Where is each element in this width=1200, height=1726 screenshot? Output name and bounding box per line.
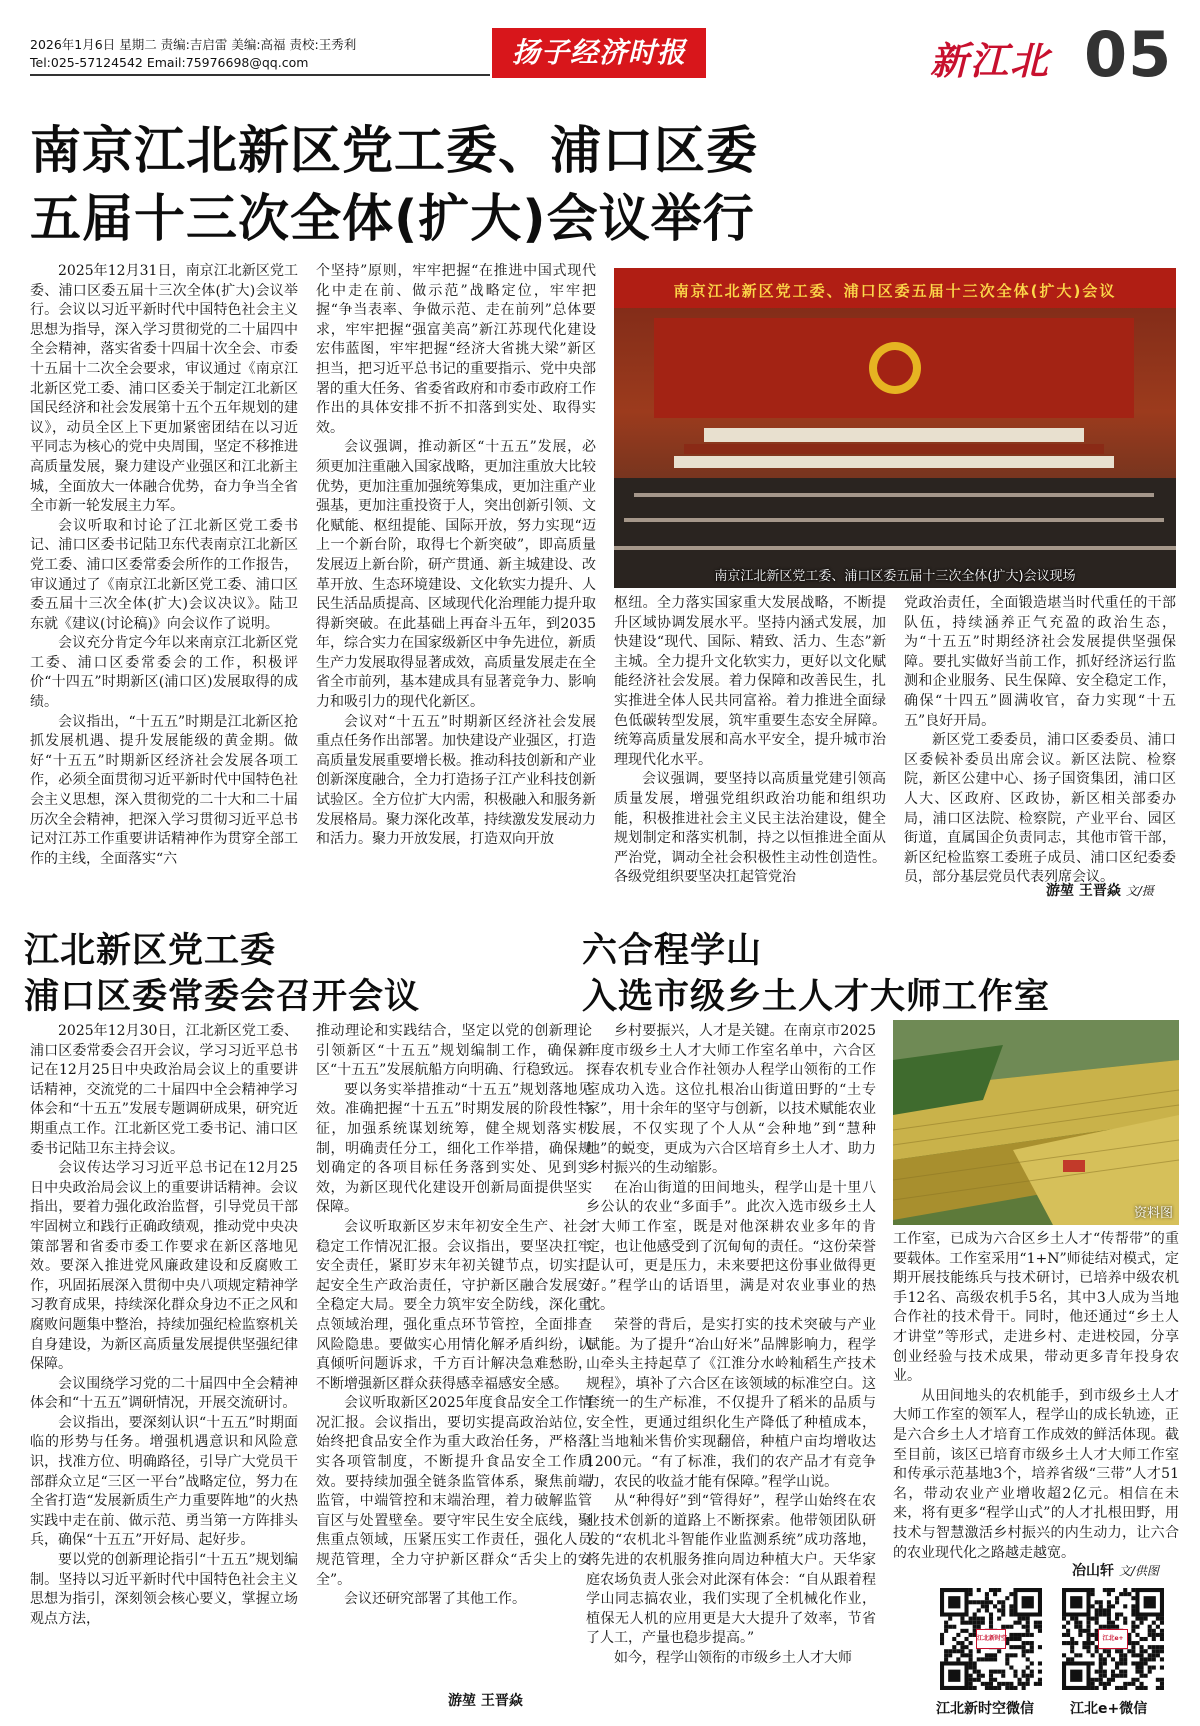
paragraph: 推动理论和实践结合，坚定以党的创新理论引领新区“十五五”规划编制工作，确保新区“十五五”发展航船方向明确、行稳致远。: [316, 1023, 592, 1079]
byline-authors: 游堃 王晋焱: [1046, 883, 1121, 899]
header-info: [30, 36, 356, 72]
lead-column-4: [904, 594, 1176, 886]
lead-column-3: [614, 594, 886, 898]
third-column-2: [893, 1230, 1179, 1561]
photo-banner-text: 南京江北新区党工委、浦口区委五届十三次全体(扩大)会议: [673, 282, 1117, 300]
qr-code-jiangbei-xinshikong[interactable]: [940, 1588, 1042, 1690]
header-date-editors: 2026年1月6日 星期二 责编:吉启雷 美编:高福 责校:王秀利: [30, 37, 357, 52]
paragraph: 会议传达学习习近平总书记在12月25日中央政治局会议上的重要讲话精神。会议指出，要着力强化政治监督，引导党员干部牢固树立和践行正确政绩观，推动党中央决策部署和省委市委工作要求在新区落地见效。要深入推进党风廉政建设和反腐败工作，巩固拓展深入贯彻中央八项规定精神学习教育成果，持续深化群众身边不正之风和腐败问题集中整治，持续加强纪检监察机关自身建设，为新区高质量发展提供坚强纪律保障。: [30, 1160, 298, 1373]
second-headline: [24, 928, 420, 1020]
byline-note: 文/摄: [1125, 884, 1154, 898]
third-headline: [582, 928, 1050, 1020]
paragraph: 2025年12月30日，江北新区党工委、浦口区委常委会召开会议，学习习近平总书记在12月25日中央政治局会议上的重要讲话精神，交流党的二十届四中全会精神学习体会和“十五五”发展专题调研成果，研究近期重点工作。江北新区党工委书记、浦口区委书记陆卫东主持会议。: [30, 1023, 298, 1157]
paragraph: 会议围绕学习党的二十届四中全会精神体会和“十五五”调研情况，开展交流研讨。: [30, 1375, 298, 1412]
header-contact: Tel:025-57124542 Email:75976698@qq.com: [30, 55, 309, 70]
paragraph: 新区党工委委员，浦口区委委员、浦口区委候补委员出席会议。新区法院、检察院，新区公建中心、扬子国资集团，浦口区人大、区政府、区政协，新区相关部委办局，浦口区法院、检察院，产业平台、园区街道，直属国企负责同志，其他市管干部，新区纪检监察工委班子成员、浦口区纪委委员，部分基层党员代表列席会议。: [904, 732, 1176, 886]
third-column-1: [586, 1022, 876, 1702]
lead-headline-line1: 南京江北新区党工委、浦口区委: [30, 122, 759, 181]
second-column-1: [30, 1022, 298, 1694]
paragraph: 工作室，已成为六合区乡土人才“传帮带”的重要载体。工作室采用“1+N”师徒结对模式，定期开展技能练兵与技术研讨，已培养中级农机手12名、高级农机手5名，其中3人成为当地合作社的技术骨干。同时，他还通过“乡土人才讲堂”等形式，走进乡村、走进校园，分享创业经验与技术成果，带动更多青年投身农业。: [893, 1231, 1179, 1385]
paragraph: 要以党的创新理论指引“十五五”规划编制。坚持以习近平新时代中国特色社会主义思想为指引，深刻领会核心要义，掌握立场观点方法，: [30, 1552, 298, 1627]
second-headline-line1: 江北新区党工委: [24, 931, 277, 971]
paragraph: 个坚持”原则，牢牢把握“在推进中国式现代化中走在前、做示范”战略定位，牢牢把握“争当表率、争做示范、走在前列”总体要求，牢牢把握“强富美高”新江苏现代化建设宏伟蓝图，牢牢把握“经济大省挑大梁”新区担当，把习近平总书记的重要指示、党中央部署的重大任务、省委省政府和市委市政府工作作出的具体安排不折不扣落到实处、取得实效。: [316, 263, 596, 436]
third-headline-line2: 入选市级乡土人才大师工作室: [582, 977, 1051, 1017]
paragraph: 从田间地头的农机能手，到市级乡土人才大师工作室的领军人，程学山的成长轨迹，正是六合乡土人才培育工作成效的鲜活体现。截至目前，该区已培育市级乡土人才大师工作室和传承示范基地3个，培养省级“三带”人才51名，带动农业产业增收超2亿元。相信在未来，将有更多“程学山式”的人才扎根田野，用技术与智慧激活乡村振兴的内生动力，让六合的农业现代化之路越走越宽。: [893, 1387, 1179, 1561]
third-byline: [1072, 1560, 1159, 1580]
paragraph: 会议听取新区岁末年初安全生产、社会稳定工作情况汇报。会议指出，要坚决扛牢安全责任，紧盯岁末年初关键节点，切实扛起安全生产政治责任，守护新区融合发展安全稳定大局。要全力筑牢安全防线，深化重点领域治理，强化重点环节管控，全面排查风险隐患。要做实心用情化解矛盾纠纷，认真倾听问题诉求，千方百计解决急难愁盼，不断增强新区群众获得感幸福感安全感。: [316, 1218, 592, 1392]
photo-tag: 资料图: [1133, 1206, 1173, 1221]
lead-meeting-photo: [614, 268, 1176, 588]
byline-authors: 冶山轩: [1072, 1563, 1114, 1579]
paragraph: 会议听取新区2025年度食品安全工作情况汇报。会议指出，要切实提高政治站位，始终把食品安全作为重大政治任务，严格落实各项管制度，不断提升食品安全工作质效。要持续加强全链条监管体系，聚焦前端监管，中端管控和末端治理，着力破解监管盲区与处置壁垒。要守牢民生安全底线，聚焦重点领域，压紧压实工作责任，强化人员规范管理，全力守护新区群众“舌尖上的安全”。: [316, 1395, 592, 1588]
lead-column-2: [316, 262, 596, 902]
paragraph: 会议强调，要坚持以高质量党建引领高质量发展，增强党组织政治功能和组织功能，积极推进社会主义民主法治建设，健全规划制定和落实机制，持之以恒推进全面从严治党，调动全社会积极性主动性创造性。各级党组织要坚决扛起管党治: [614, 771, 886, 886]
header-rule: [30, 74, 490, 76]
paragraph: 会议强调，推动新区“十五五”发展，必须更加注重融入国家战略，更加注重放大比较优势，更加注重加强统筹集成，更加注重产业强基，更加注重投资于人，突出创新引领、文化赋能、枢纽提能、国际开放，努力实现“迈上一个新台阶，取得七个新突破”，即高质量发展迈上新台阶，研产贯通、新主城建设、改革开放、生态环境建设、文化软实力提升、人民生活品质提高、区域现代化治理能力提升取得新突破。在此基础上再奋斗五年，到2035年，综合实力在国家级新区中争先进位，新质生产力发展取得显著成效，高质量发展走在全省全市前列，基本建成具有显著竞争力、影响力和吸引力的现代化新区。: [316, 439, 596, 711]
photo-caption: 南京江北新区党工委、浦口区委五届十三次全体(扩大)会议现场: [714, 569, 1076, 584]
paragraph: 会议听取和讨论了江北新区党工委书记、浦口区委书记陆卫东代表南京江北新区党工委、浦口区委常委会所作的工作报告，审议通过了《南京江北新区党工委、浦口区委五届十三次全体(扩大)会议决议》。陆卫东就《建议(讨论稿)》向会议作了说明。: [30, 517, 298, 632]
paragraph: 枢纽。全力落实国家重大发展战略，不断提升区域协调发展水平。坚持内涵式发展，加快建设“现代、国际、精致、活力、生态”新主城。全力提升文化软实力，更好以文化赋能经济社会发展。着力保障和改善民生，扎实推进全体人民共同富裕。着力推进全面绿色低碳转型发展，筑牢重要生态安全屏障。统筹高质量发展和高水平安全，提升城市治理现代化水平。: [614, 595, 886, 768]
page-number: 05: [1084, 18, 1173, 91]
third-headline-line1: 六合程学山: [582, 931, 763, 971]
paragraph: 党政治责任，全面锻造堪当时代重任的干部队伍，持续涵养正气充盈的政治生态，为“十五五”时期经济社会发展提供坚强保障。要扎实做好当前工作，抓好经济运行监测和企业服务、民生保障、安全稳定工作，确保“十四五”圆满收官，奋力实现“十五五”良好开局。: [904, 595, 1176, 729]
paragraph: 荣誉的背后，是实打实的技术突破与产业赋能。为了提升“冶山好米”品牌影响力，程学山牵头主持起草了《江淮分水岭籼稻生产技术规程》，填补了六合区在该领域的标准空白。这套统一的生产标准，不仅提升了稻米的品质与安全性，更通过组织化生产降低了种植成本，让当地籼米售价实现翻倍，种植户亩均增收达1200元。“有了标准，我们的农产品才有竞争力，农民的收益才能有保障。”程学山说。: [586, 1316, 876, 1490]
meeting-hall-illustration: [614, 268, 1176, 588]
paragraph: 在冶山街道的田间地头，程学山是十里八乡公认的农业“多面手”。此次入选市级乡土人才大师工作室，既是对他深耕农业多年的肯定，也让他感受到了沉甸甸的责任。“这份荣誉是认可，更是压力，未来要把这份事业做得更好。”程学山的话语里，满是对农业事业的热忱。: [586, 1179, 876, 1314]
paragraph: 2025年12月31日，南京江北新区党工委、浦口区委五届十三次全体(扩大)会议举行。会议以习近平新时代中国特色社会主义思想为指导，深入学习贯彻党的二十届四中全会精神，落实省委十四届十次全会、市委十五届十二次全会要求，审议通过《南京江北新区党工委、浦口区委关于制定江北新区国民经济和社会发展第十五个五年规划的建议》，动员全区上下更加紧密团结在以习近平同志为核心的党中央周围，坚定不移推进高质量发展，聚力建设产业强区和江北新主城，全面放大一体融合优势，奋力争当全省全市新一轮发展主力军。: [30, 263, 298, 515]
section-name: 新江北: [930, 38, 1051, 83]
paragraph: 会议充分肯定今年以来南京江北新区党工委、浦口区委常委会的工作，积极评价“十四五”时期新区(浦口区)发展取得的成绩。: [30, 635, 298, 711]
rice-field-illustration: [893, 1020, 1179, 1225]
paragraph: 要以务实举措推动“十五五”规划落地见效。准确把握“十五五”时期发展的阶段性特征，加强系统谋划统筹，健全规划落实机制，明确责任分工，细化工作举措，确保规划确定的各项目标任务落到实处、见到实效，为新区现代化建设开创新局面提供坚实保障。: [316, 1081, 592, 1216]
lead-headline: [30, 118, 1030, 254]
paragraph: 如今，程学山领衔的市级乡土人才大师: [614, 1650, 852, 1666]
qr-label: 江北e+微信: [1070, 1701, 1148, 1717]
paragraph: 会议指出，“十五五”时期是江北新区抢抓发展机遇、提升发展能级的黄金期。做好“十五五”时期新区经济社会发展各项工作，必须全面贯彻习近平新时代中国特色社会主义思想，深入贯彻党的二十大和二十届历次全会精神，把深入学习贯彻习近平总书记对江苏工作重要讲话精神作为贯穿全部工作的主线，全面落实“六: [30, 713, 298, 867]
lead-headline-line2: 五届十三次全体(扩大)会议举行: [30, 190, 755, 249]
second-column-2: [316, 1022, 592, 1682]
lead-byline: [1046, 880, 1154, 900]
paragraph: 乡村要振兴，人才是关键。在南京市2025年度市级乡土人才大师工作室名单中，六合区探春农机专业合作社领办人程学山领衔的工作室成功入选。这位扎根冶山街道田野的“土专家”，用十余年的坚守与创新，以技术赋能农业发展，不仅实现了个人从“会种地”到“慧种地”的蜕变，更成为六合区培育乡土人才、助力乡村振兴的生动缩影。: [586, 1023, 876, 1177]
qr-label: 江北新时空微信: [936, 1701, 1034, 1717]
byline-note: 文/供图: [1118, 1564, 1159, 1578]
second-byline: 游堃 王晋焱: [448, 1693, 523, 1709]
qr-code-jiangbei-eplus[interactable]: [1062, 1588, 1164, 1690]
qr-center-badge: 江北e+: [1098, 1629, 1128, 1649]
masthead-logo: 扬子经济时报: [492, 28, 706, 78]
paragraph: 会议对“十五五”时期新区经济社会发展重点任务作出部署。加快建设产业强区，打造高质量发展重要增长极。推动科技创新和产业创新深度融合，全力打造扬子江产业科技创新试验区。全方位扩大内需，积极融入和服务新发展格局。聚力深化改革，持续激发发展动力和活力。聚力开放发展，打造双向开放: [316, 713, 596, 848]
paragraph: 会议还研究部署了其他工作。: [344, 1591, 526, 1608]
paragraph: 会议指出，要深刻认识“十五五”时期面临的形势与任务。增强机遇意识和风险意识，找准方位、明确路径，引导广大党员干部群众立足“三区一平台”战略定位，努力在全省打造“发展新质生产力重要阵地”的火热实践中走在前、做示范、勇当第一方阵排头兵，确保“十五五”开好局、起好步。: [30, 1414, 298, 1549]
second-headline-line2: 浦口区委常委会召开会议: [24, 977, 421, 1017]
qr-center-badge: 江北新时空: [976, 1629, 1006, 1649]
lead-column-1: [30, 262, 298, 902]
paragraph: 从“种得好”到“管得好”，程学山始终在农业技术创新的道路上不断探索。他带领团队研发的“农机北斗智能作业监测系统”成功落地，将先进的农机服务推向周边种植大户。天华家庭农场负责人张会对此深有体会：“自从跟着程学山同志搞农业，我们实现了全机械化作业，植保无人机的应用更是大大提升了效率，节省了人工，产量也稳步提高。”: [586, 1493, 876, 1647]
rice-field-photo: [893, 1020, 1179, 1225]
